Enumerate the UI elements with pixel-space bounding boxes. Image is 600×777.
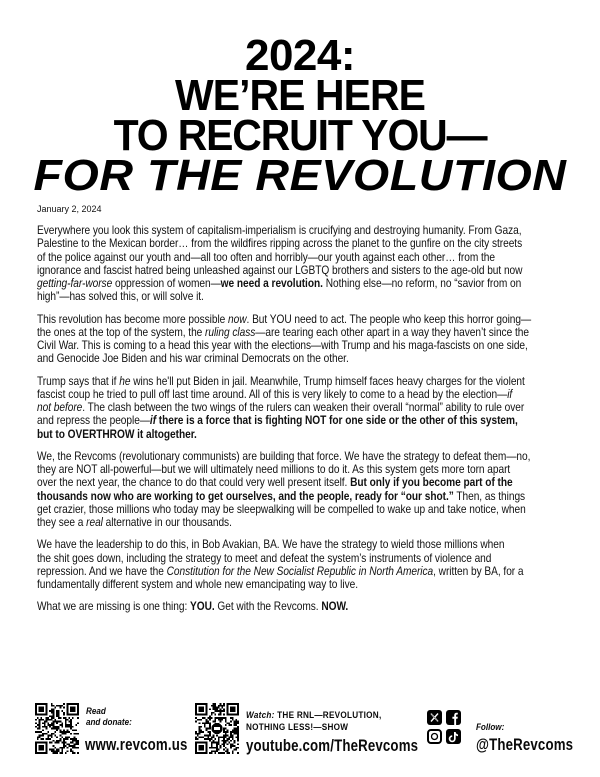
text: over the next year, the chance to do that could very well present itself.	[37, 476, 351, 490]
qr-code-icon[interactable]	[195, 703, 239, 754]
text-line	[37, 538, 562, 551]
text: alternative in our thousands.	[102, 516, 232, 530]
watch-show-line-1	[246, 710, 381, 721]
paragraph	[37, 538, 562, 591]
text: We, the Revcoms (revolutionary communists) are building that force. We have the strategy to defeat them—no,	[37, 449, 531, 463]
text-line	[37, 600, 562, 613]
paragraph	[37, 313, 562, 366]
bold-text: but to OVERTHROW it altogether.	[37, 427, 197, 441]
paragraph	[37, 450, 562, 530]
text: , written by BA, for a	[433, 565, 524, 579]
text-line	[37, 326, 562, 339]
text-line	[37, 277, 562, 290]
show-title-1: THE RNL—REVOLUTION,	[277, 710, 382, 721]
text-line	[37, 463, 562, 476]
bold-text: we need a revolution.	[220, 277, 323, 291]
bold-italic-text: if	[149, 414, 157, 428]
text: Get with the Revcoms.	[214, 600, 322, 614]
social-handle[interactable]: @TheRevcoms	[476, 735, 574, 754]
follow-label: Follow:	[476, 722, 505, 733]
text: Trump says that if	[37, 374, 120, 388]
publication-date: January 2, 2024	[37, 204, 102, 214]
text: high”—has solved this, or will solve it.	[37, 290, 204, 304]
text: and Genocide Joe Biden and his war criminal Democrats on the other.	[37, 352, 349, 366]
text-line	[37, 290, 562, 303]
bold-text: But only if you become part of the	[350, 476, 513, 490]
text: ignorance and fascist hatred being unleashed against our LGBTQ brothers and sisters to the age-old but now	[37, 263, 523, 277]
text: and repress the people—	[37, 414, 150, 428]
italic-text: getting-far-worse	[37, 277, 113, 291]
italic-text: now	[228, 312, 247, 326]
bold-text: NOW.	[321, 600, 349, 614]
text: We have the leadership to do this, in Bob Avakian, BA. We have the strategy to wield those millions when	[37, 538, 505, 552]
headline-line-2: WE’RE HERE	[175, 71, 425, 120]
watch-label: Watch:	[246, 710, 275, 721]
paragraph	[37, 224, 562, 304]
text: the ones at the top of the system, the	[37, 325, 206, 339]
text-line	[37, 503, 562, 516]
text-line	[37, 388, 562, 401]
text: Then, as things	[453, 489, 526, 503]
text-line	[37, 578, 562, 591]
text: they see a	[37, 516, 87, 530]
text-line	[37, 401, 562, 414]
italic-text: Constitution for the New Socialist Republic in North America	[166, 565, 434, 579]
text-line	[37, 251, 562, 264]
facebook-icon[interactable]	[446, 710, 461, 725]
text-line	[37, 476, 562, 489]
text: —are tearing each other apart in a way they haven’t since the	[255, 325, 529, 339]
text-line	[37, 224, 562, 237]
headline	[0, 31, 600, 200]
text: Everywhere you look this system of capitalism-imperialism is crucifying and destroying humanity. From Gaza,	[37, 224, 522, 237]
text: the shit goes down, including the strategy to meet and defeat the system’s instruments of violence and	[37, 551, 492, 565]
text: Palestine to the Mexican border… from the wildfires ripping across the planet to the gunfire on the city streets	[37, 237, 523, 251]
text-line	[37, 552, 562, 565]
italic-text: real	[86, 516, 103, 530]
text: . The clash between the two wings of the rulers can weaken their overall “normal” ability to rule over	[82, 401, 525, 415]
qr-code-icon[interactable]	[35, 703, 79, 754]
tiktok-icon[interactable]	[446, 729, 461, 744]
text: oppression of women—	[112, 277, 221, 291]
italic-text: not before	[37, 401, 83, 415]
text: . But YOU need to act. The people who keep this horror going—	[246, 312, 532, 326]
text-line	[37, 313, 562, 326]
bold-text: YOU.	[190, 600, 215, 614]
text: get crazier, those millions who today may be sleepwalking will be compelled to wake up and take notice, when	[37, 503, 526, 517]
text-line	[37, 490, 562, 503]
text: Civil War. This is coming to a head this year with the elections—with Trump and his maga-fascists on one side,	[37, 339, 528, 353]
show-title-2: NOTHING LESS!—SHOW	[246, 722, 349, 733]
bold-text: thousands now who are working to get ourselves, and the people, ready for “our shot.”	[37, 489, 454, 503]
paragraph	[37, 375, 562, 441]
read-label: Read	[86, 706, 106, 717]
italic-text: ruling class	[205, 325, 256, 339]
text: Nothing else—no reform, no “savior from on	[322, 277, 522, 291]
text-line	[37, 414, 562, 427]
text: of the police against our youth and—all too often and horribly—our youth against each other… from the	[37, 250, 496, 264]
text-line	[37, 352, 562, 365]
text: they are NOT all-powerful—but we will ultimately need millions to do it. As this system gets more torn apart	[37, 463, 511, 477]
headline-line-3: TO RECRUIT YOU—	[113, 111, 487, 160]
text: wins he'll put Biden in jail. Meanwhile, Trump himself faces heavy charges for the violent	[130, 374, 525, 388]
bold-text: there is a force that is fighting NOT for one side or the other of this system,	[156, 414, 518, 428]
text-line	[37, 450, 562, 463]
italic-text: he	[119, 374, 131, 388]
text-line	[37, 237, 562, 250]
text: repression. And we have the	[37, 565, 167, 579]
text: fascist coup he tried to pull off last time around. All of this is very likely to come to a head by the election—	[37, 387, 508, 401]
text: fundamentally different system and whole new emancipating way to live.	[37, 578, 359, 592]
instagram-icon[interactable]	[427, 729, 442, 744]
text-line	[37, 375, 562, 388]
article-body	[37, 224, 562, 623]
text: What we are missing is one thing:	[37, 600, 191, 614]
x-icon[interactable]	[427, 710, 442, 725]
text-line	[37, 264, 562, 277]
text-line	[37, 428, 562, 441]
text-line	[37, 565, 562, 578]
headline-year: 2024:	[244, 31, 356, 80]
paragraph	[37, 600, 562, 613]
footer	[0, 700, 600, 760]
donate-label: and donate:	[86, 717, 132, 728]
headline-line-4: FOR THE REVOLUTION	[33, 151, 567, 200]
youtube-link[interactable]: youtube.com/TheRevcoms	[246, 736, 419, 755]
revcom-link[interactable]: www.revcom.us	[85, 735, 188, 754]
text-line	[37, 339, 562, 352]
text: This revolution has become more possible	[37, 312, 229, 326]
text-line	[37, 516, 562, 529]
italic-text: if	[507, 387, 513, 401]
